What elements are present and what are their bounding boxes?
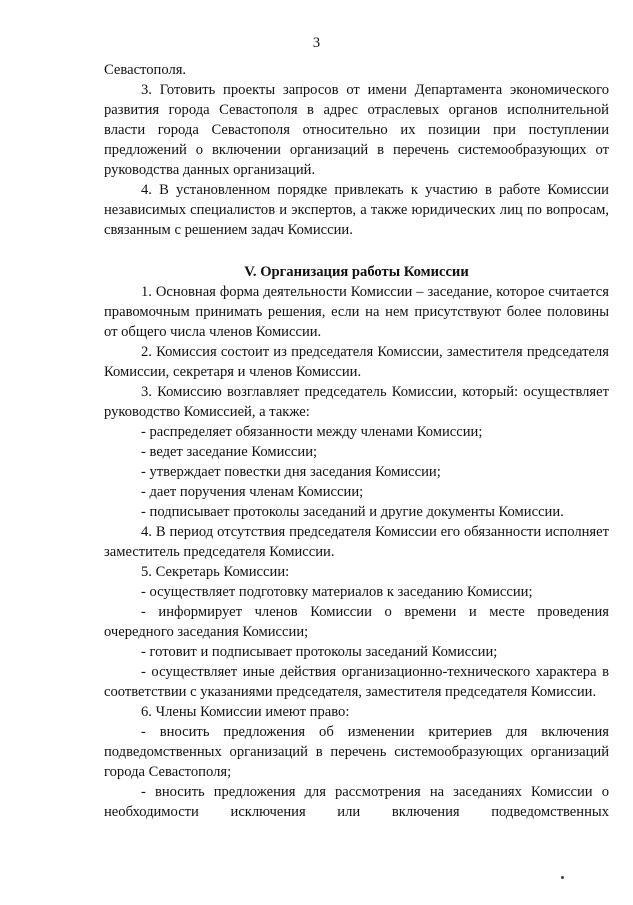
list-item: - ведет заседание Комиссии; [141,444,318,460]
document-body [104,60,609,822]
list-item: - осуществляет подготовку материалов к заседанию Комиссии; [141,584,533,600]
list-item: - информирует членов Комиссии о времени и месте проведения очередного заседания Комиссии; [104,604,609,640]
paragraph-item-3: 3. Готовить проекты запросов от имени Департамента экономического развития города Севастополя в адрес отраслевых органов исполнительной власти города Севастополя относительно их позиции при поступлении предложений о включении организаций в перечень системообразующих от руководства данных организаций. [104,82,609,178]
paragraph-continuation: Севастополя. [104,62,187,78]
list-item: - дает поручения членам Комиссии; [141,484,364,500]
list-item: - вносить предложения об изменении критериев для включения подведомственных организаций в перечень системообразующих организаций города Севастополя; [104,724,609,780]
section-paragraph-1: 1. Основная форма деятельности Комиссии – заседание, которое считается правомочным принимать решения, если на нем присутствуют более половины от общего числа членов Комиссии. [104,284,609,340]
list-item: - готовит и подписывает протоколы заседаний Комиссии; [141,644,498,660]
list-item: - распределяет обязанности между членами Комиссии; [141,424,483,440]
list-item: - вносить предложения для рассмотрения на заседаниях Комиссии о необходимости исключения или включения подведомственных [104,784,609,820]
section-heading: V. Организация работы Комиссии [244,264,469,280]
paragraph-item-4: 4. В установленном порядке привлекать к участию в работе Комиссии независимых специалистов и экспертов, а также юридических лиц по вопросам, связанным с решением задач Комиссии. [104,182,609,238]
section-paragraph-3: 3. Комиссию возглавляет председатель Комиссии, который: осуществляет руководство Комиссией, а также: [104,384,609,420]
scan-speck [561,876,564,879]
list-item: - утверждает повестки дня заседания Комиссии; [141,464,441,480]
section-paragraph-2: 2. Комиссия состоит из председателя Комиссии, заместителя председателя Комиссии, секретаря и членов Комиссии. [104,344,609,380]
section-paragraph-6: 6. Члены Комиссии имеют право: [141,704,350,720]
list-item: - осуществляет иные действия организационно-технического характера в соответствии с указаниями председателя, заместителя председателя Комиссии. [104,664,609,700]
section-paragraph-5: 5. Секретарь Комиссии: [141,564,290,580]
list-item: - подписывает протоколы заседаний и другие документы Комиссии. [141,504,564,520]
page-number: 3 [312,35,321,51]
section-paragraph-4: 4. В период отсутствия председателя Комиссии его обязанности исполняет заместитель председателя Комиссии. [104,524,609,560]
